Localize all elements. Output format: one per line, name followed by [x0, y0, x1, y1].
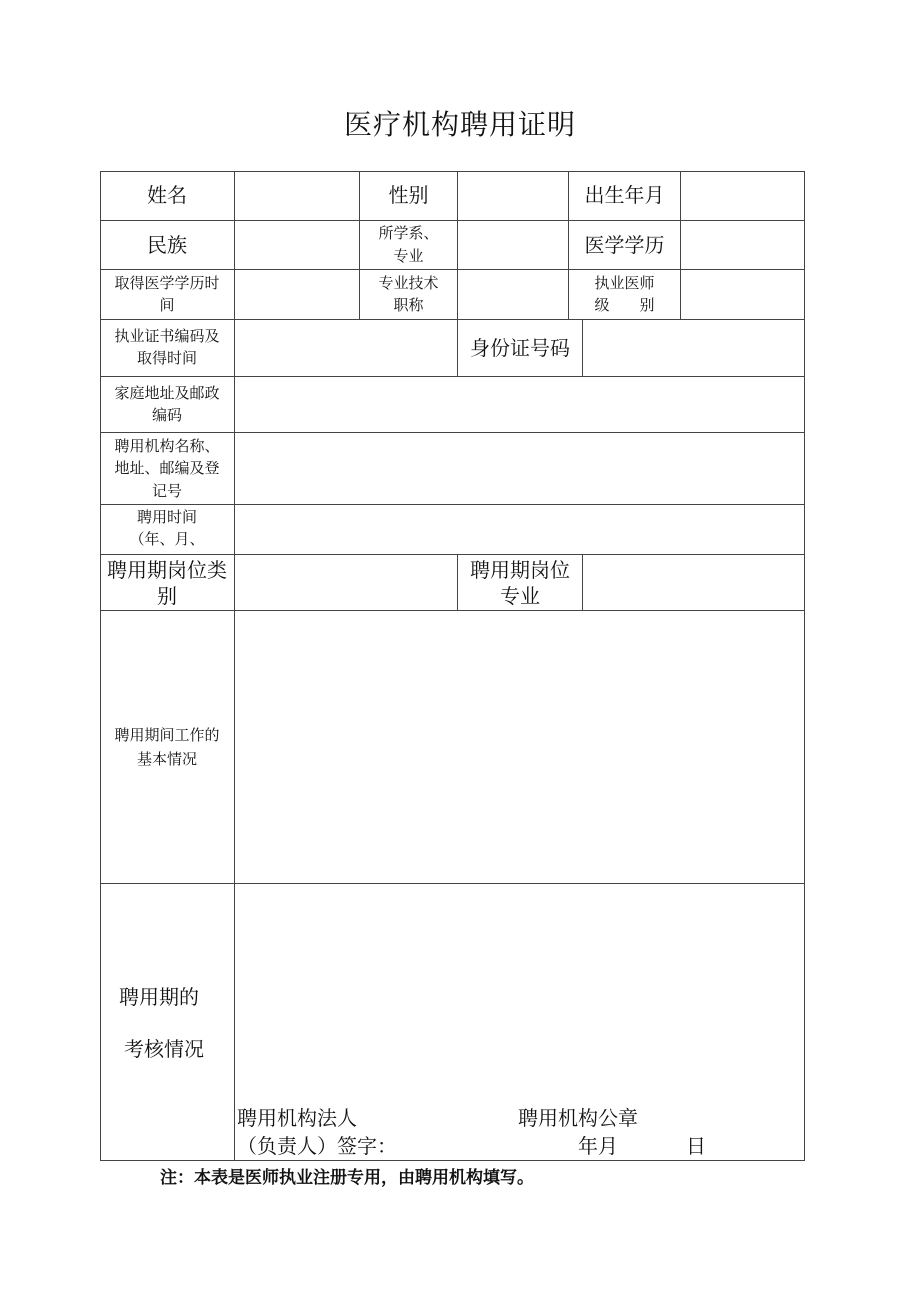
label-edu-time: 取得医学学历时 间	[114, 273, 220, 314]
post-major-field[interactable]	[583, 555, 804, 610]
label-tech-title: 专业技术 职称	[378, 273, 439, 314]
org-seal-label: 聘用机构公章	[518, 1106, 638, 1130]
form-table	[100, 171, 805, 1161]
day-label: 日	[686, 1134, 706, 1158]
birth-field[interactable]	[681, 171, 804, 220]
label-birth: 出生年月	[584, 183, 665, 207]
label-cert-code: 执业证书编码及 取得时间	[114, 327, 220, 367]
work-situation-field[interactable]	[235, 611, 804, 883]
label-school-major: 所学系、 专业	[378, 223, 439, 265]
footnote: 注：本表是医师执业注册专用，由聘用机构填写。	[160, 1168, 534, 1188]
name-field[interactable]	[235, 171, 359, 220]
physician-level-field[interactable]	[681, 270, 804, 319]
label-name: 姓名	[147, 183, 187, 207]
legal-person-label: 聘用机构法人	[237, 1106, 357, 1130]
school-major-field[interactable]	[458, 221, 568, 269]
tech-title-field[interactable]	[458, 270, 568, 319]
page-title: 医疗机构聘用证明	[343, 108, 576, 141]
year-month-label: 年月	[578, 1134, 618, 1158]
responsible-sign-label: （负责人）签字：	[237, 1134, 397, 1158]
org-info-field[interactable]	[235, 433, 804, 504]
education-field[interactable]	[681, 221, 804, 269]
label-assessment-line1: 聘用期的	[119, 985, 199, 1009]
label-id-number: 身份证号码	[470, 335, 570, 360]
gender-field[interactable]	[458, 171, 568, 220]
label-post-category: 聘用期岗位类 别	[107, 557, 227, 608]
home-address-field[interactable]	[235, 377, 804, 432]
label-work-situation: 聘用期间工作的 基本情况	[114, 726, 220, 768]
label-ethnicity: 民族	[147, 232, 187, 257]
ethnicity-field[interactable]	[235, 221, 359, 269]
employ-time-field[interactable]	[235, 505, 804, 554]
label-employ-time: 聘用时间 （年、月、	[129, 508, 205, 548]
label-assessment-line2: 考核情况	[124, 1037, 204, 1061]
edu-time-field[interactable]	[235, 270, 359, 319]
border-bottom	[100, 1160, 805, 1161]
post-category-field[interactable]	[235, 555, 457, 610]
id-number-field[interactable]	[583, 320, 804, 376]
label-physician-level: 执业医师 级 别	[594, 273, 655, 314]
label-post-major: 聘用期岗位 专业	[470, 557, 570, 608]
label-gender: 性别	[388, 183, 429, 207]
label-home-address: 家庭地址及邮政 编码	[114, 383, 220, 424]
assessment-field[interactable]	[235, 884, 804, 1094]
label-education: 医学学历	[584, 232, 665, 257]
cert-code-field[interactable]	[235, 320, 457, 376]
label-org-info: 聘用机构名称、 地址、邮编及登 记号	[114, 436, 220, 500]
